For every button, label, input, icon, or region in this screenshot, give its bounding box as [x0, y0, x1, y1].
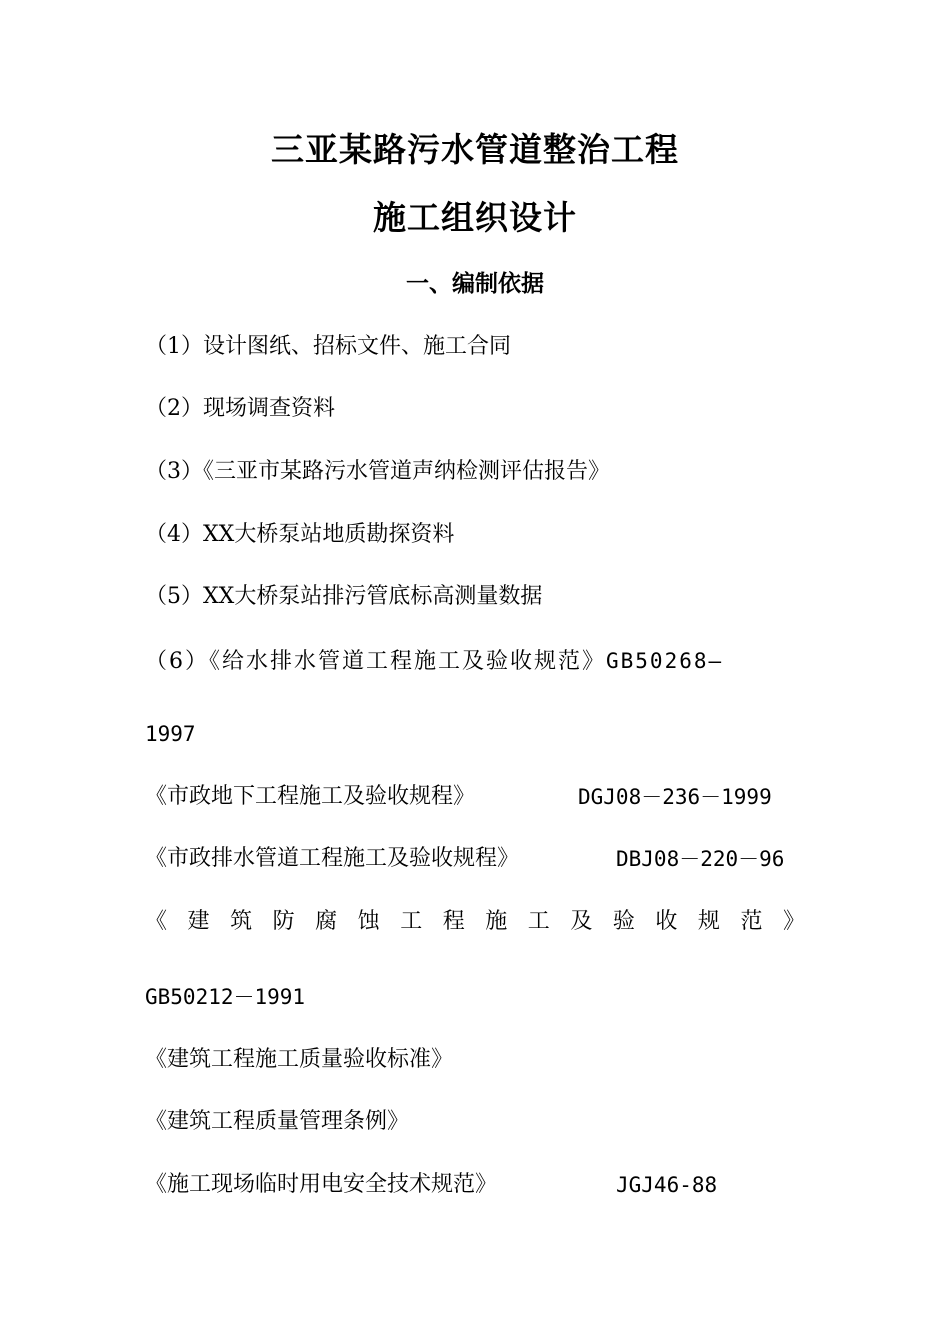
standard-3-char: 范 — [740, 909, 763, 934]
standard-3-code-line — [145, 982, 805, 1013]
standard-3-char: 施 — [485, 909, 508, 934]
standard-3-char: 《 — [145, 909, 168, 934]
standard-3-char: 程 — [442, 909, 465, 934]
basis-item-6-continued — [145, 719, 805, 750]
standard-3-char: 腐 — [315, 909, 338, 934]
standard-3-code: GB50212－1991 — [145, 985, 306, 1009]
basis-item-3: （3）《三亚市某路污水管道声纳检测评估报告》 — [145, 459, 610, 484]
basis-item-4: （4）XX大桥泵站地质勘探资料 — [145, 522, 455, 547]
standard-6-name: 《施工现场临时用电安全技术规范》 — [145, 1172, 498, 1197]
standard-3-char: 工 — [527, 909, 550, 934]
standard-1-name: 《市政地下工程施工及验收规程》 — [145, 784, 476, 809]
standard-2-name: 《市政排水管道工程施工及验收规程》 — [145, 846, 520, 871]
standard-3-char: 》 — [782, 909, 805, 934]
standard-5-name: 《建筑工程质量管理条例》 — [145, 1109, 410, 1134]
basis-item-6 — [145, 646, 805, 677]
standard-3-name — [145, 907, 805, 937]
basis-item-6-year: 1997 — [145, 722, 196, 746]
standard-1-code: DGJ08－236－1999 — [578, 785, 772, 809]
standard-3-char: 筑 — [230, 909, 253, 934]
standard-3-char: 收 — [655, 909, 678, 934]
standard-3-char: 及 — [570, 909, 593, 934]
document-title-line2: 施工组织设计 — [373, 198, 577, 237]
basis-item-5: （5）XX大桥泵站排污管底标高测量数据 — [145, 584, 543, 609]
section-heading: 一、编制依据 — [406, 270, 544, 297]
basis-item-1: （1）设计图纸、招标文件、施工合同 — [145, 334, 511, 359]
standard-3-char: 验 — [612, 909, 635, 934]
basis-item-6-code: GB50268— — [606, 649, 724, 673]
standard-3-char: 工 — [400, 909, 423, 934]
basis-item-2: （2）现场调查资料 — [145, 396, 335, 421]
standard-2-code: DBJ08－220－96 — [616, 847, 785, 871]
standard-3-char: 防 — [272, 909, 295, 934]
basis-item-6-text: （6）《给水排水管道工程施工及验收规范》 — [145, 649, 606, 674]
standard-3-char: 蚀 — [357, 909, 380, 934]
standard-4-name: 《建筑工程施工质量验收标准》 — [145, 1047, 454, 1072]
document-title-line1: 三亚某路污水管道整治工程 — [271, 130, 679, 169]
standard-3-char: 建 — [187, 909, 210, 934]
standard-3-char: 规 — [697, 909, 720, 934]
standard-6-code: JGJ46-88 — [616, 1173, 718, 1197]
